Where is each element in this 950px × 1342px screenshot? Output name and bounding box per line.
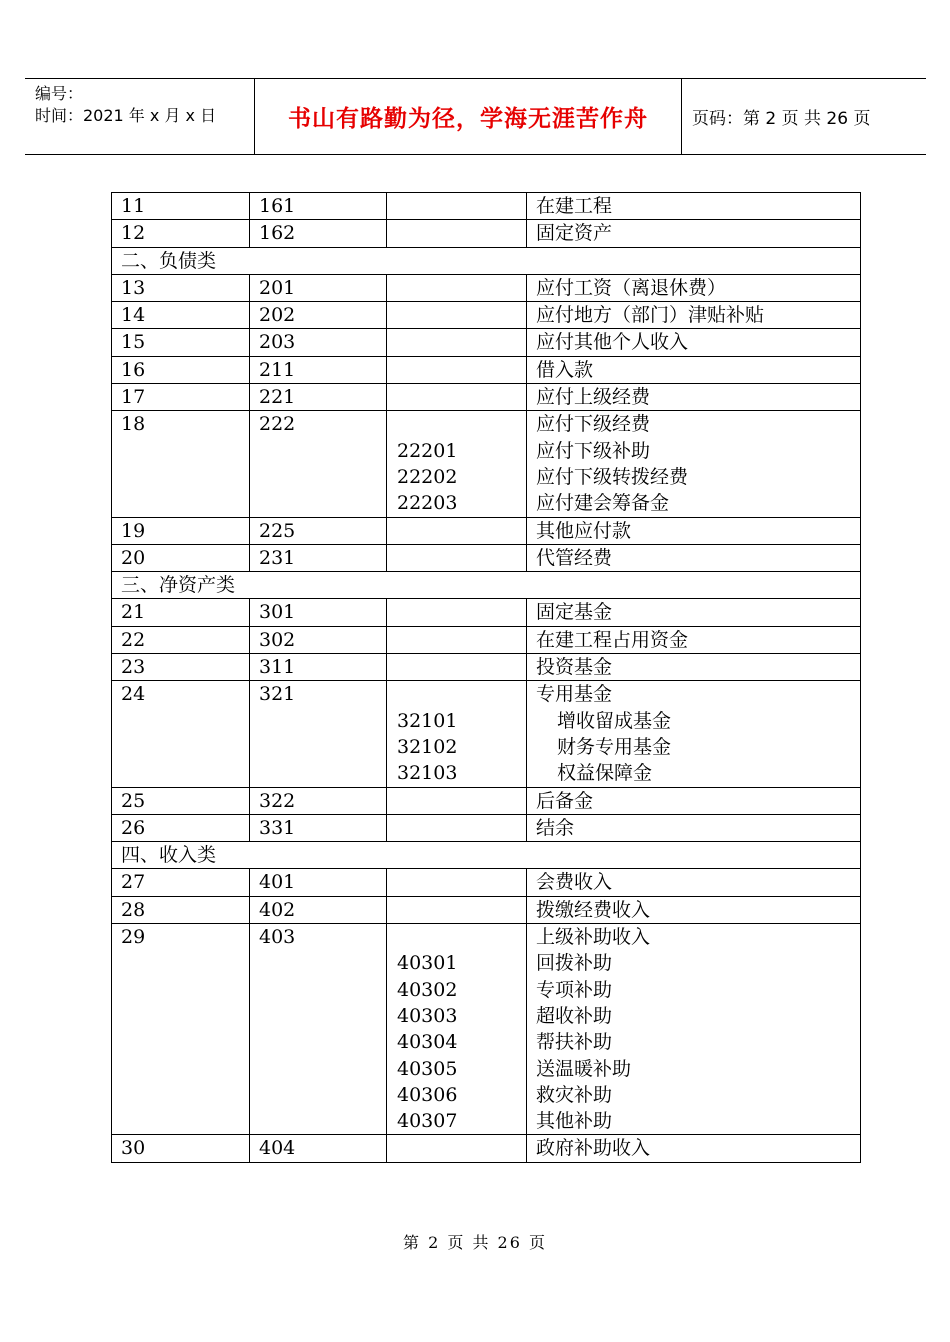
account-names [527, 220, 861, 247]
footer-middle: 页 共 [447, 1233, 491, 1252]
sub-account-codes [387, 517, 527, 544]
section-row [112, 247, 861, 274]
account-name: 财务专用基金 [557, 735, 672, 758]
table-row [112, 654, 861, 681]
row-number: 16 [112, 356, 250, 383]
account-name: 应付工资（离退休费） [536, 276, 727, 299]
account-names [527, 274, 861, 301]
row-number: 21 [112, 599, 250, 626]
sub-account-code: 40301 [397, 952, 458, 975]
row-number: 12 [112, 220, 250, 247]
sub-account-codes [387, 924, 527, 1135]
account-names [527, 411, 861, 517]
account-code: 302 [250, 626, 387, 653]
account-name: 投资基金 [536, 656, 613, 679]
sub-account-code: 40302 [397, 978, 458, 1001]
page-header [25, 78, 926, 155]
sub-account-codes [387, 411, 527, 517]
sub-account-code: 22202 [397, 465, 458, 488]
account-code: 402 [250, 896, 387, 923]
sub-account-codes [387, 193, 527, 220]
account-code: 221 [250, 384, 387, 411]
account-name: 在建工程占用资金 [536, 628, 689, 651]
sub-account-codes [387, 356, 527, 383]
table-row [112, 193, 861, 220]
document-number-label: 编号： [35, 84, 84, 103]
sub-account-codes [387, 869, 527, 896]
account-name: 在建工程 [536, 195, 613, 217]
account-code: 162 [250, 220, 387, 247]
sub-account-code: 22203 [397, 492, 458, 515]
account-code: 311 [250, 654, 387, 681]
account-name: 代管经费 [536, 546, 613, 569]
sub-account-code: 32103 [397, 762, 458, 785]
row-number: 15 [112, 329, 250, 356]
account-code: 201 [250, 274, 387, 301]
section-row [112, 572, 861, 599]
account-name: 送温暖补助 [536, 1057, 632, 1080]
account-name: 其他补助 [536, 1110, 613, 1133]
account-name: 回拨补助 [536, 952, 613, 975]
account-code: 403 [250, 924, 387, 1135]
account-name: 固定资产 [536, 222, 613, 245]
table-row [112, 787, 861, 814]
section-title: 三、净资产类 [112, 572, 861, 599]
table-row [112, 626, 861, 653]
table-row [112, 814, 861, 841]
account-code: 301 [250, 599, 387, 626]
account-name: 会费收入 [536, 871, 613, 894]
sub-account-code: 40303 [397, 1004, 458, 1027]
account-names [527, 599, 861, 626]
sub-account-codes [387, 896, 527, 923]
row-number: 19 [112, 517, 250, 544]
row-number: 29 [112, 924, 250, 1135]
table-row [112, 1135, 861, 1162]
account-names [527, 193, 861, 220]
table-row [112, 356, 861, 383]
table-row [112, 384, 861, 411]
account-code: 222 [250, 411, 387, 517]
sub-account-codes [387, 787, 527, 814]
sub-account-code: 22201 [397, 439, 458, 462]
table-row [112, 517, 861, 544]
account-code: 225 [250, 517, 387, 544]
sub-account-codes [387, 302, 527, 329]
sub-account-codes [387, 626, 527, 653]
table-row [112, 274, 861, 301]
row-number: 20 [112, 544, 250, 571]
account-name: 后备金 [536, 789, 594, 812]
page-footer [0, 1230, 950, 1253]
row-number: 22 [112, 626, 250, 653]
sub-account-codes [387, 654, 527, 681]
row-number: 26 [112, 814, 250, 841]
account-names [527, 896, 861, 923]
table-row [112, 220, 861, 247]
account-name: 帮扶补助 [536, 1031, 613, 1054]
account-name: 应付下级转拨经费 [536, 465, 689, 488]
account-name: 固定基金 [536, 601, 613, 624]
account-name: 应付下级经费 [536, 413, 651, 436]
row-number: 30 [112, 1135, 250, 1162]
account-name: 救灾补助 [536, 1083, 613, 1106]
account-names [527, 544, 861, 571]
account-names [527, 1135, 861, 1162]
account-name: 应付地方（部门）津贴补贴 [536, 304, 765, 327]
account-names [527, 654, 861, 681]
row-number: 28 [112, 896, 250, 923]
account-name: 专项补助 [536, 978, 613, 1001]
footer-suffix: 页 [529, 1233, 548, 1252]
sub-account-codes [387, 384, 527, 411]
account-name: 超收补助 [536, 1004, 613, 1027]
footer-prefix: 第 [402, 1233, 421, 1252]
sub-account-code: 40304 [397, 1031, 458, 1054]
account-names [527, 356, 861, 383]
account-names [527, 626, 861, 653]
sub-account-code [397, 681, 526, 707]
account-code: 401 [250, 869, 387, 896]
sub-account-code [397, 411, 526, 437]
sub-account-codes [387, 220, 527, 247]
sub-account-code: 32102 [397, 735, 458, 758]
table-row [112, 599, 861, 626]
account-name: 其他应付款 [536, 519, 632, 542]
table-row [112, 544, 861, 571]
account-names [527, 681, 861, 787]
account-names [527, 329, 861, 356]
row-number: 25 [112, 787, 250, 814]
account-name: 应付上级经费 [536, 386, 651, 409]
row-number: 27 [112, 869, 250, 896]
section-title: 二、负债类 [112, 247, 861, 274]
sub-account-code: 40307 [397, 1110, 458, 1133]
sub-account-code: 40306 [397, 1083, 458, 1106]
account-name: 应付建会筹备金 [536, 492, 670, 515]
account-code-table [111, 192, 861, 1163]
account-code: 322 [250, 787, 387, 814]
account-names [527, 787, 861, 814]
account-code: 404 [250, 1135, 387, 1162]
account-name: 结余 [536, 816, 575, 839]
account-code: 161 [250, 193, 387, 220]
sub-account-codes [387, 274, 527, 301]
account-code: 231 [250, 544, 387, 571]
footer-total-pages: 26 [497, 1233, 522, 1252]
account-name: 权益保障金 [557, 762, 653, 785]
table-row [112, 411, 861, 517]
row-number: 13 [112, 274, 250, 301]
account-names [527, 814, 861, 841]
header-page-label: 页码：第 2 页 共 26 页 [692, 109, 871, 129]
sub-account-codes [387, 329, 527, 356]
row-number: 17 [112, 384, 250, 411]
row-number: 24 [112, 681, 250, 787]
account-name: 专用基金 [536, 683, 613, 706]
account-code: 211 [250, 356, 387, 383]
sub-account-codes [387, 1135, 527, 1162]
header-meta [25, 79, 255, 154]
table-row [112, 681, 861, 787]
account-code: 321 [250, 681, 387, 787]
sub-account-codes [387, 814, 527, 841]
row-number: 11 [112, 193, 250, 220]
section-title: 四、收入类 [112, 842, 861, 869]
row-number: 23 [112, 654, 250, 681]
account-names [527, 924, 861, 1135]
table-row [112, 869, 861, 896]
account-name: 政府补助收入 [536, 1137, 651, 1160]
table-row [112, 924, 861, 1135]
account-name: 拨缴经费收入 [536, 898, 651, 921]
sub-account-codes [387, 599, 527, 626]
account-names [527, 302, 861, 329]
account-name: 增收留成基金 [557, 709, 672, 732]
section-row [112, 842, 861, 869]
row-number: 18 [112, 411, 250, 517]
sub-account-codes [387, 681, 527, 787]
account-code: 331 [250, 814, 387, 841]
sub-account-code: 32101 [397, 709, 458, 732]
account-names [527, 384, 861, 411]
footer-page-number: 2 [428, 1233, 441, 1252]
account-names [527, 517, 861, 544]
account-name: 应付下级补助 [536, 439, 651, 462]
account-code: 202 [250, 302, 387, 329]
account-name: 上级补助收入 [536, 926, 651, 949]
header-motto: 书山有路勤为径，学海无涯苦作舟 [255, 79, 682, 154]
account-name: 借入款 [536, 358, 594, 381]
account-names [527, 869, 861, 896]
table-row [112, 302, 861, 329]
account-code: 203 [250, 329, 387, 356]
document-time-label: 时间：2021 年 x 月 x 日 [35, 106, 217, 125]
sub-account-code [397, 924, 526, 950]
row-number: 14 [112, 302, 250, 329]
sub-account-code: 40305 [397, 1057, 458, 1080]
table-row [112, 896, 861, 923]
table-row [112, 329, 861, 356]
sub-account-codes [387, 544, 527, 571]
account-code-table-body [112, 193, 861, 1163]
account-name: 应付其他个人收入 [536, 331, 689, 354]
